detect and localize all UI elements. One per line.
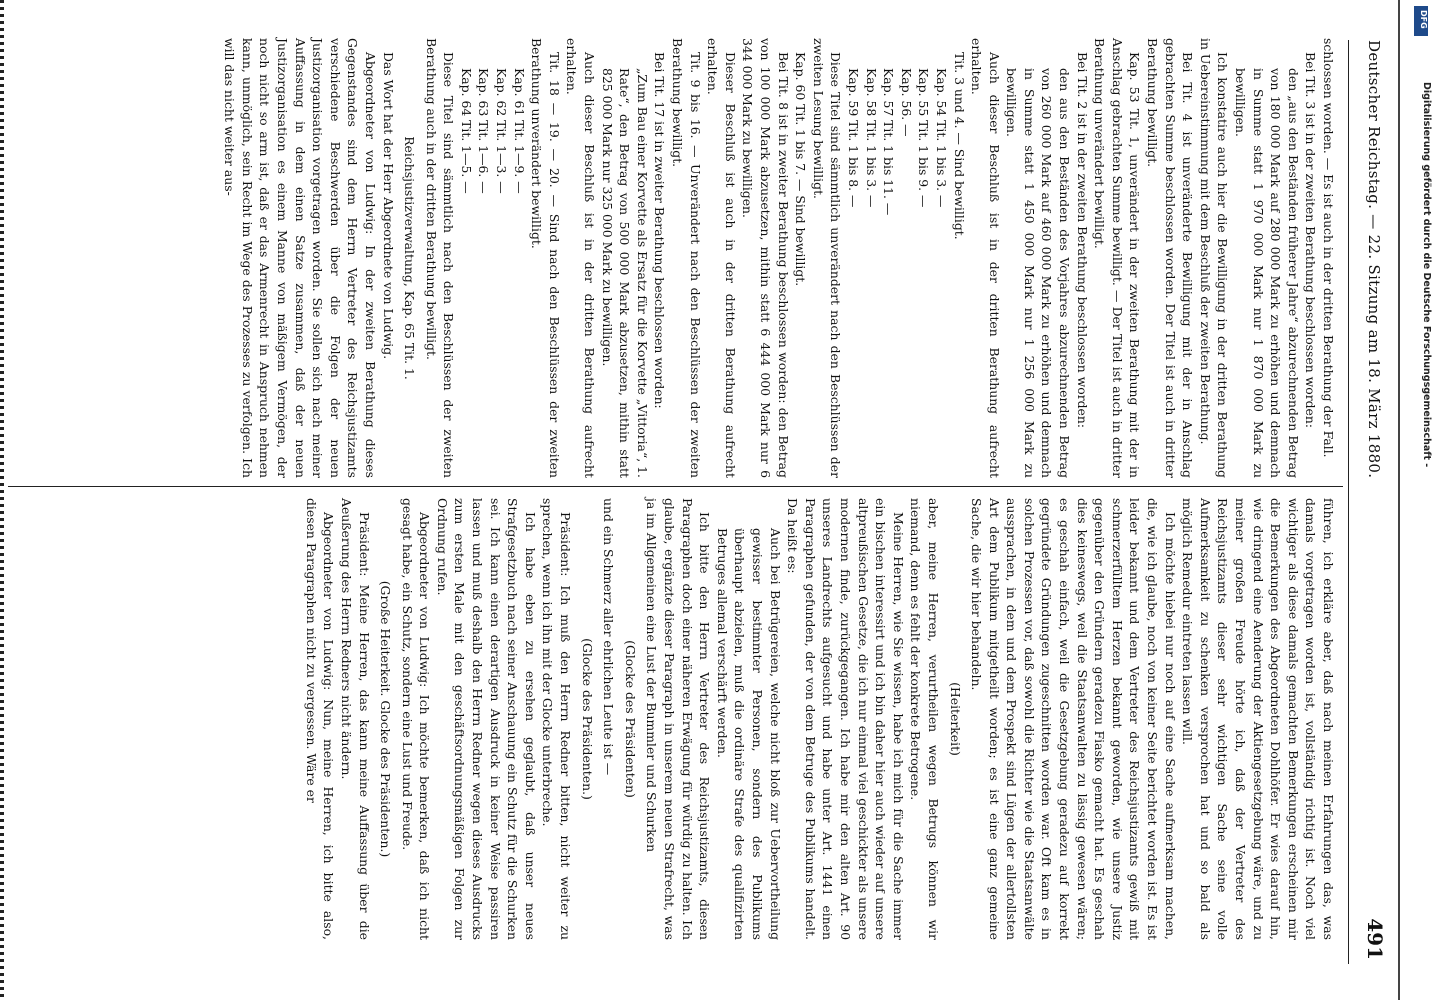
- paragraph: Diese Titel sind sämmtlich nach den Beschlüssen der zweiten Berathung auch in der dritten Berathung bewilligt.: [423, 38, 457, 478]
- quote: Auch bei Betrügereien, welche nicht bloß zur Uebervortheilung gewisser bestimmter Personen, sondern des Publikums überhaupt abzielen, muß die ordinäre Strafe des qualifizirten Betruges allemal verschärft werden.: [714, 528, 783, 940]
- list-item: Kap. 63 Tit. 1—6. —: [476, 68, 492, 194]
- paragraph: Ich bitte den Herrn Vertreter des Reichsjustizamts, diesen Paragraphen doch einer näheren Erwägung für würdig zu halten. Ich glaube, ergänzte dieser Paragraph in unserem neuen Strafrecht, was ja im Allgemeinen eine Lust der Bummler und Schurken: [644, 498, 713, 940]
- paragraph: Auch dieser Beschluß ist in der dritten Berathung aufrecht erhalten.: [969, 38, 1002, 478]
- running-head: Deutscher Reichstag. — 22. Sitzung am 18. März 1880.: [1365, 40, 1383, 479]
- left-column: [6, 38, 1337, 478]
- paragraph: Dieser Beschluß ist auch in der dritten Berathung aufrecht erhalten.: [705, 38, 738, 478]
- paragraph: Tit. 3 und 4. — Sind bewilligt.: [951, 52, 967, 240]
- speech: Präsident: Ich muß den Herrn Redner bitten, nicht weiter zu sprechen, wenn ich ihn mit der Glocke unterbreche.: [540, 498, 574, 940]
- paragraph: Bei Tit. 3 ist in der zweiten Berathung beschlossen worden:: [1303, 52, 1319, 429]
- paragraph: Bei Tit. 8 ist in zweiter Berathung beschlossen worden: den Betrag von 100 000 Mark abzusetzen, mithin statt 6 444 000 Mark nur 6 344 000 Mark zu bewilligen.: [740, 38, 791, 478]
- paragraph: Ich möchte hiebei nur noch auf eine Sache aufmerksam machen, die, wie ich glaube, noch von keiner Seite berichtet worden ist. Es ist leider bekannt und dem Vertreter des Reichsjustizamts gewiß mit schmerzerfülltem Herzen bekannt geworden, wie unsere Justiz gegenüber den Gründern geradezu Fiasko gemacht hat. Es geschah dies keineswegs, weil die Staatsanwalten zu lässig gewesen wären; es geschah einfach, weil die Gesetzgebung geradezu auf korrekt gegründete Gründungen zugeschnitten worden war. Oft kam es in solchen Prozessen vor, daß sowohl die Richter wie die Staatsanwälte aussprachen, in dem und dem Prospekt sind Lügen der allertollsten Art dem Publikum mitgetheilt worden; es ist eine ganz gemeine Sache, die wir hier behandeln.: [969, 498, 1178, 940]
- dfg-logo: [1414, 6, 1428, 36]
- dfg-logo-text: DFG: [1419, 10, 1428, 29]
- page-edge: [1398, 0, 1400, 1000]
- paragraph: schlossen worden. — Es ist auch in der dritten Berathung der Fall.: [1321, 38, 1336, 458]
- section-heading: Reichsjustizverwaltung, Kap. 65 Tit. 1.: [402, 136, 418, 380]
- paragraph: Bei Tit. 2 ist in der zweiten Berathung beschlossen worden:: [1074, 52, 1090, 429]
- paragraph: Kap. 53 Tit. 1, unverändert in der zweiten Berathung mit der in Anschlag gebrachten Summe bewilligt. — Der Titel ist auch in dritter Berathung unverändert bewilligt.: [1092, 38, 1143, 478]
- speech: Abgeordneter von Ludwig: In der zweiten Berathung dieses Gegenstandes sind dem Herrn Vertreter des Reichsjustizamts verschiedene Beschwerden über die Folgen der neuen Justizorganisation vorgetragen worden. Sie sollen sich nach meiner Auffassung in dem einen Satze zusammen, daß der neuen Justizorganisation es einem Manne von mäßigem Vermögen, der noch nicht so arm ist, daß er das Armenrecht in Anspruch nehmen kann, unmöglich, sein Recht im Wege des Prozesses zu verfolgen. Ich will das nicht weiter aus-: [222, 38, 378, 478]
- paragraph: Kap. 60 Tit. 1 bis 7. — Sind bewilligt.: [793, 52, 809, 287]
- column-divider: [8, 486, 1343, 487]
- quote: den „aus den Beständen früherer Jahre“ abzurechnenden Betrag von 180 000 Mark auf 280 000 Mark zu erhöhen und demnach in Summe statt 1 970 000 Mark nur 1 870 000 Mark zu bewilligen.: [1233, 68, 1301, 478]
- digitization-note: Digitalisierung gefördert durch die Deutsche Forschungsgemeinschaft -: [1421, 82, 1432, 468]
- speech: Abgeordneter von Ludwig: Ich möchte bemerken, daß ich nicht gesagt habe, ein Schutz, sondern eine Lust und Freude.: [399, 498, 433, 940]
- paragraph: Ich habe eben zu ersehen geglaubt, daß unser neues Strafgesetzbuch nach seiner Anschauung ein Schutz für die Schurken sei. Ich kann einen derartigen Ausdruck in keiner Weise passiren lassen und muß deshalb den Herrn Redner wegen dieses Ausdrucks zum ersten Male mit den geschäftsordnungsmäßigen Folgen zur Ordnung rufen.: [434, 498, 538, 940]
- right-column: [6, 498, 1337, 940]
- list-item: Kap. 64 Tit. 1—5. —: [458, 68, 474, 194]
- paragraph: Auch dieser Beschluß ist in der dritten Berathung aufrecht erhalten.: [564, 38, 598, 478]
- list-item: Kap. 55 Tit. 1 bis 9. —: [916, 68, 932, 208]
- interjection: (Heiterkeit): [947, 682, 963, 756]
- list-item: Kap. 58 Tit. 1 bis 3. —: [863, 68, 879, 208]
- paragraph: und ein Schmerz aller ehrlichen Leute ist —: [601, 498, 617, 776]
- page-number: 491: [1363, 918, 1387, 960]
- page-header: [1351, 0, 1395, 1000]
- speech: führen, ich erkläre aber, daß nach meinen Erfahrungen das, was damals vorgetragen worden ist, vollständig richtig ist. Noch viel wichtiger als diese damals gemachten Bemerkungen erscheinen mir die Bemerkungen des Abgeordneten Dohlhöfer. Er wies darauf hin, wie dringend eine Aenderung der Aktiengesetzgebung wäre, und zu meiner großen Freude hörte ich, daß der Vertreter des Reichsjustizamts dieser sehr wichtigen Sache seine volle Aufmerksamkeit zu schenken versprochen hat und so bald als möglich Remedur eintreten lassen will.: [1180, 498, 1336, 940]
- interjection: (Glocke des Präsidenten.): [579, 638, 595, 800]
- speech: Präsident: Meine Herren, das kann meine Auffassung über die Aeußerung des Herrn Redners nicht ändern.: [338, 498, 372, 940]
- paragraph: Tit. 18 — 19. — 20. — Sind nach den Beschlüssen der zweiten Berathung unverändert bewilligt.: [529, 38, 562, 478]
- list-item: Kap. 59 Tit. 1 bis 8. —: [845, 68, 861, 208]
- interjection: (Glocke des Präsidenten): [622, 640, 638, 798]
- list-item: Kap. 61 Tit. 1—9. —: [511, 68, 527, 194]
- paragraph: Bei Tit. 17 ist in zweiter Berathung beschlossen worden:: [652, 52, 668, 409]
- header-rule: [1348, 40, 1349, 964]
- speech: Abgeordneter von Ludwig: Nun, meine Herren, ich bitte also, diesen Paragraphen nicht zu vergessen. Wäre er: [303, 498, 337, 940]
- interjection: (Große Heiterkeit. Glocke des Präsidenten.): [378, 580, 394, 858]
- list-item: Kap. 62 Tit. 1—3. —: [494, 68, 510, 194]
- paragraph: Meine Herren, wie Sie wissen, habe ich mich für die Sache immer ein bischen interessirt und ich bin daher hier auch wieder auf unsere altpreußischen Gesetze, die ich nur einmal viel geschickter als unsere modernen finde, zurückgegangen. Ich habe mir den alten Art. 90 unseres Landrechts aufgesucht und habe unter Art. 1441 einen Paragraphen gefunden, der von dem Betruge des Publikums handelt. Da heißt es:: [785, 498, 906, 940]
- list-item: Kap. 54 Tit. 1 bis 3. —: [933, 68, 949, 208]
- paragraph: aber, meine Herren, verurtheilen wegen Betrugs können wir niemand, denn es fehlt der konkrete Betrogene.: [908, 498, 941, 940]
- paragraph: Das Wort hat der Herr Abgeordnete von Ludwig.: [380, 52, 396, 360]
- quote: „Zum Bau einer Korvette als Ersatz für die Korvette „Vittoria“, 1. Rate“, den Betrag von 500 000 Mark abzusetzen, mithin statt 825 000 Mark nur 325 000 Mark zu bewilligen.: [599, 68, 650, 478]
- paragraph: Diese Titel sind sämmtlich unverändert nach den Beschlüssen der zweiten Lesung bewilligt.: [810, 38, 844, 478]
- paragraph: Ich konstatire auch hier die Bewilligung in der dritten Berathung in Uebereinstimmung mit dem Beschluß der zweiten Berathung.: [1197, 38, 1231, 478]
- paragraph: Bei Tit. 4 ist unveränderte Bewilligung mit der in Anschlag gebrachten Summe beschlossen worden. Der Titel ist auch in dritter Berathung bewilligt.: [1145, 38, 1196, 478]
- list-item: Kap. 56. —: [898, 68, 914, 137]
- list-item: Kap. 57 Tit. 1 bis 11. —: [881, 68, 897, 216]
- paragraph: Tit. 9 bis 16. — Unverändert nach den Beschlüssen der zweiten Berathung bewilligt.: [670, 38, 703, 478]
- quote: den aus den Beständen des Vorjahres abzurechnenden Betrag von 260 000 Mark auf 460 000 Mark zu erhöhen und demnach in Summe statt 1 450 000 Mark nur 1 256 000 Mark zu bewilligen.: [1004, 68, 1073, 478]
